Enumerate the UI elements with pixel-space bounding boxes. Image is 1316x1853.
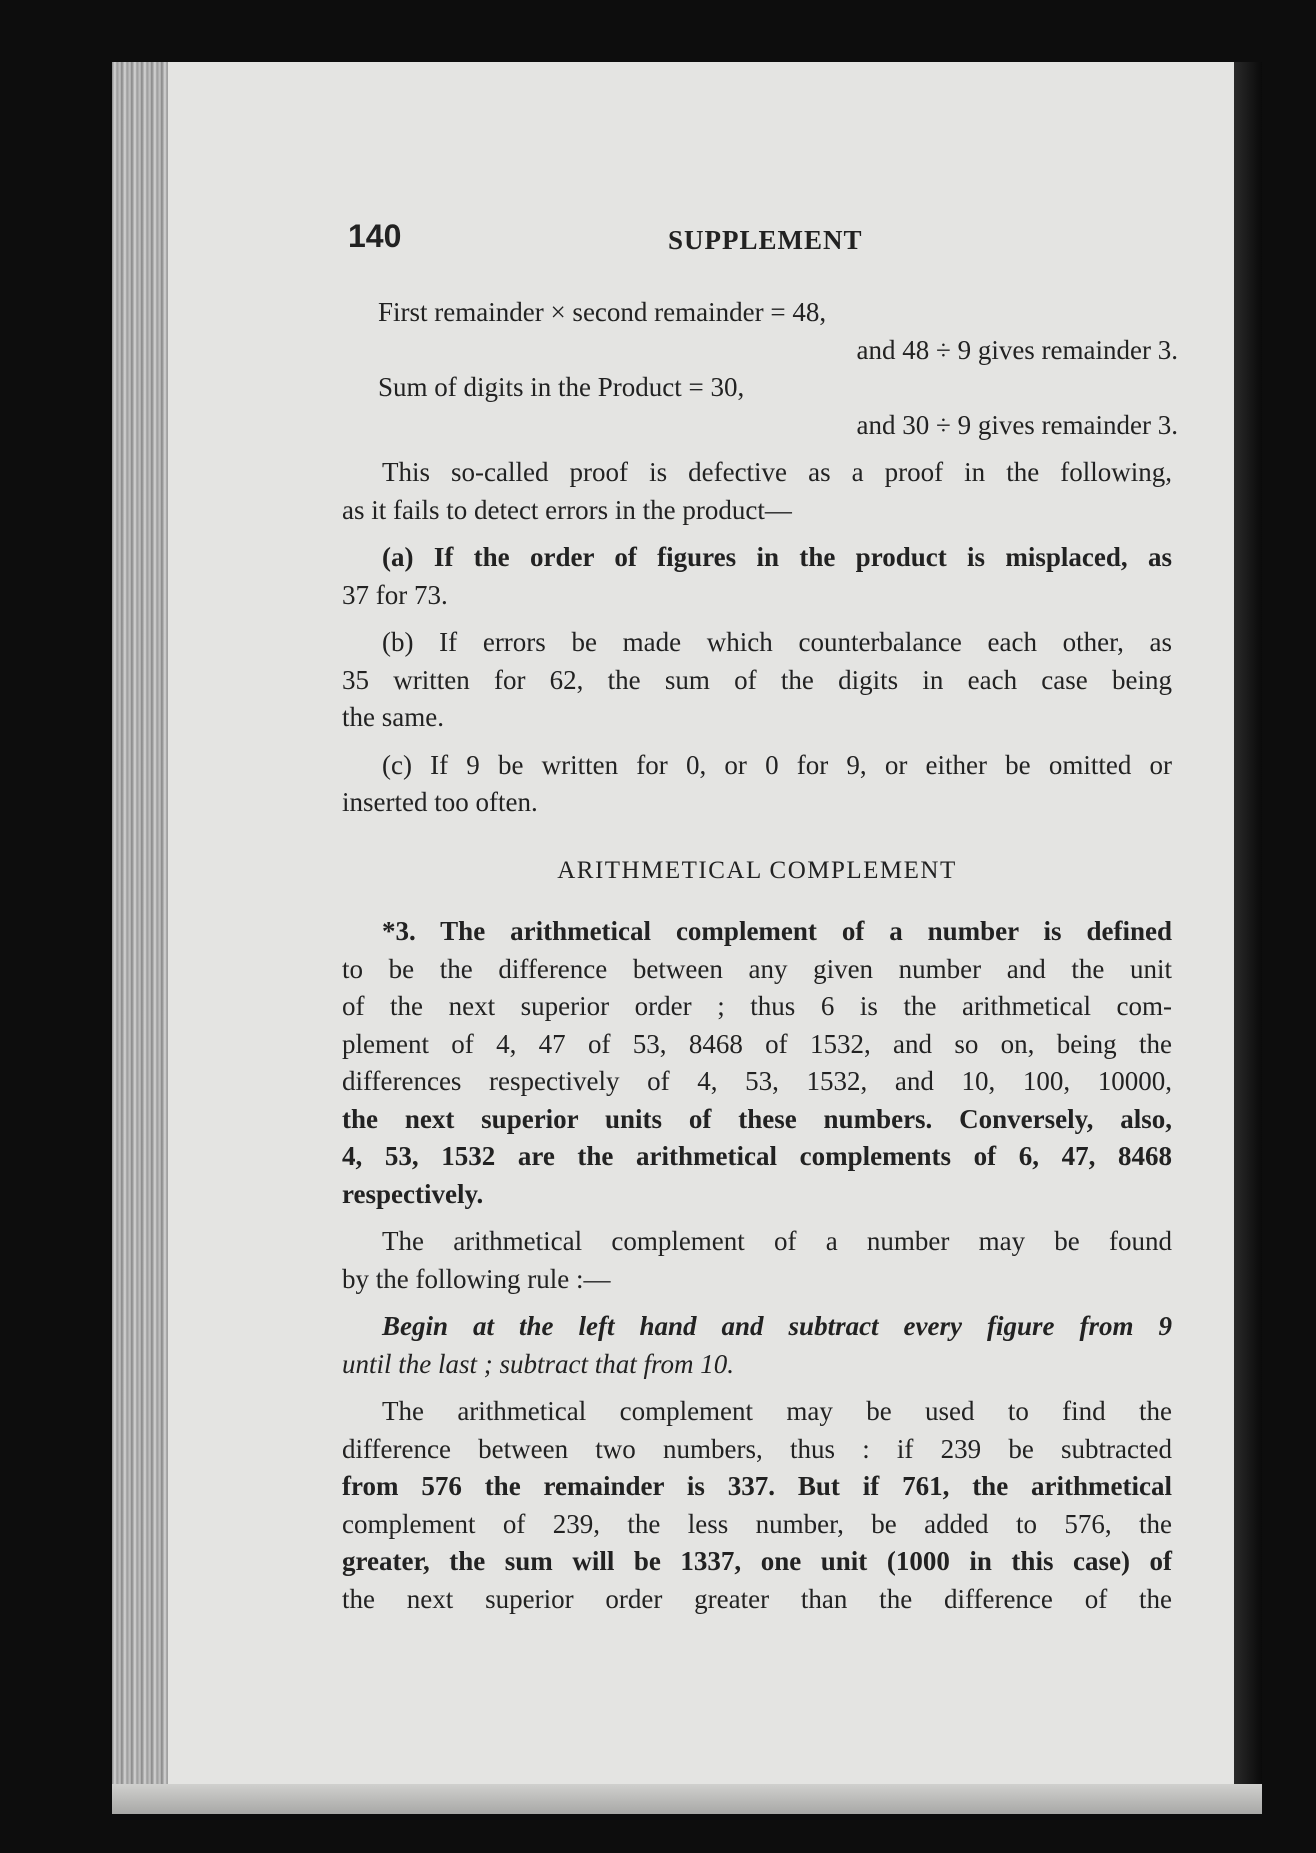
- text-line: the next superior order greater than the difference of the: [342, 1583, 1172, 1614]
- paragraph-rule-intro: [342, 1223, 1172, 1298]
- text-line: difference between two numbers, thus : if 239 be subtracted: [342, 1433, 1172, 1464]
- paragraph-case-b: [342, 624, 1172, 737]
- book-gutter: [112, 62, 168, 1814]
- paragraph-definition: [342, 913, 1172, 1213]
- text-line: respectively.: [342, 1178, 484, 1209]
- paragraph-case-c: [342, 747, 1172, 822]
- text-line: The arithmetical complement may be used to find the: [382, 1396, 1172, 1426]
- text-line: until the last ; subtract that from 10.: [342, 1348, 735, 1379]
- paragraph-usage: [342, 1393, 1172, 1618]
- text-line: (a) If the order of figures in the product is misplaced, as: [382, 542, 1172, 572]
- text-line: and 48 ÷ 9 gives remainder 3.: [856, 334, 1178, 365]
- text-line: to be the difference between any given number and the unit: [342, 953, 1172, 984]
- text-line: of the next superior order ; thus 6 is the arithmetical com-: [342, 991, 1172, 1021]
- paragraph-case-a: [342, 539, 1172, 614]
- text-line: 37 for 73.: [342, 579, 448, 610]
- text-line: This so-called proof is defective as a proof in the following,: [382, 457, 1172, 487]
- text-line: 4, 53, 1532 are the arithmetical complements of 6, 47, 8468: [342, 1141, 1172, 1171]
- text-line: the same.: [342, 702, 444, 732]
- text-line: inserted too often.: [342, 787, 538, 817]
- section-heading: ARITHMETICAL COMPLEMENT: [557, 856, 957, 884]
- page-text: [230, 218, 1180, 1618]
- paragraph-proof: [342, 454, 1172, 529]
- text-line: greater, the sum will be 1337, one unit (1000 in this case) of: [342, 1546, 1172, 1576]
- text-line: complement of 239, the less number, be added to 576, the: [342, 1508, 1172, 1539]
- text-line: as it fails to detect errors in the product—: [342, 494, 792, 525]
- text-line: the next superior units of these numbers. Conversely, also,: [342, 1103, 1172, 1134]
- text-line: by the following rule :—: [342, 1263, 611, 1294]
- text-line: First remainder × second remainder = 48,: [378, 297, 827, 327]
- text-line: plement of 4, 47 of 53, 8468 of 1532, and so on, being the: [342, 1028, 1172, 1059]
- page-number: 140: [348, 218, 402, 254]
- text-line: The arithmetical complement of a number may be found: [382, 1226, 1172, 1256]
- text-line: (c) If 9 be written for 0, or 0 for 9, or either be omitted or: [382, 749, 1172, 780]
- running-title: SUPPLEMENT: [668, 225, 863, 255]
- remainder-check-block: [378, 294, 1178, 444]
- text-line: Begin at the left hand and subtract every figure from 9: [382, 1311, 1172, 1341]
- text-line: Sum of digits in the Product = 30,: [378, 372, 745, 402]
- text-line: and 30 ÷ 9 gives remainder 3.: [856, 409, 1178, 440]
- text-line: differences respectively of 4, 53, 1532, and 10, 100, 10000,: [342, 1066, 1172, 1096]
- text-line: 35 written for 62, the sum of the digits in each case being: [342, 664, 1172, 695]
- running-header: [230, 218, 1180, 264]
- text-line: from 576 the remainder is 337. But if 761, the arithmetical: [342, 1471, 1172, 1501]
- page-right-edge: [1234, 62, 1262, 1814]
- text-line: (b) If errors be made which counterbalance each other, as: [382, 627, 1172, 657]
- text-line: *3. The arithmetical complement of a number is defined: [382, 916, 1172, 946]
- paragraph-rule: [342, 1308, 1172, 1383]
- page-bottom-edge: [112, 1784, 1262, 1814]
